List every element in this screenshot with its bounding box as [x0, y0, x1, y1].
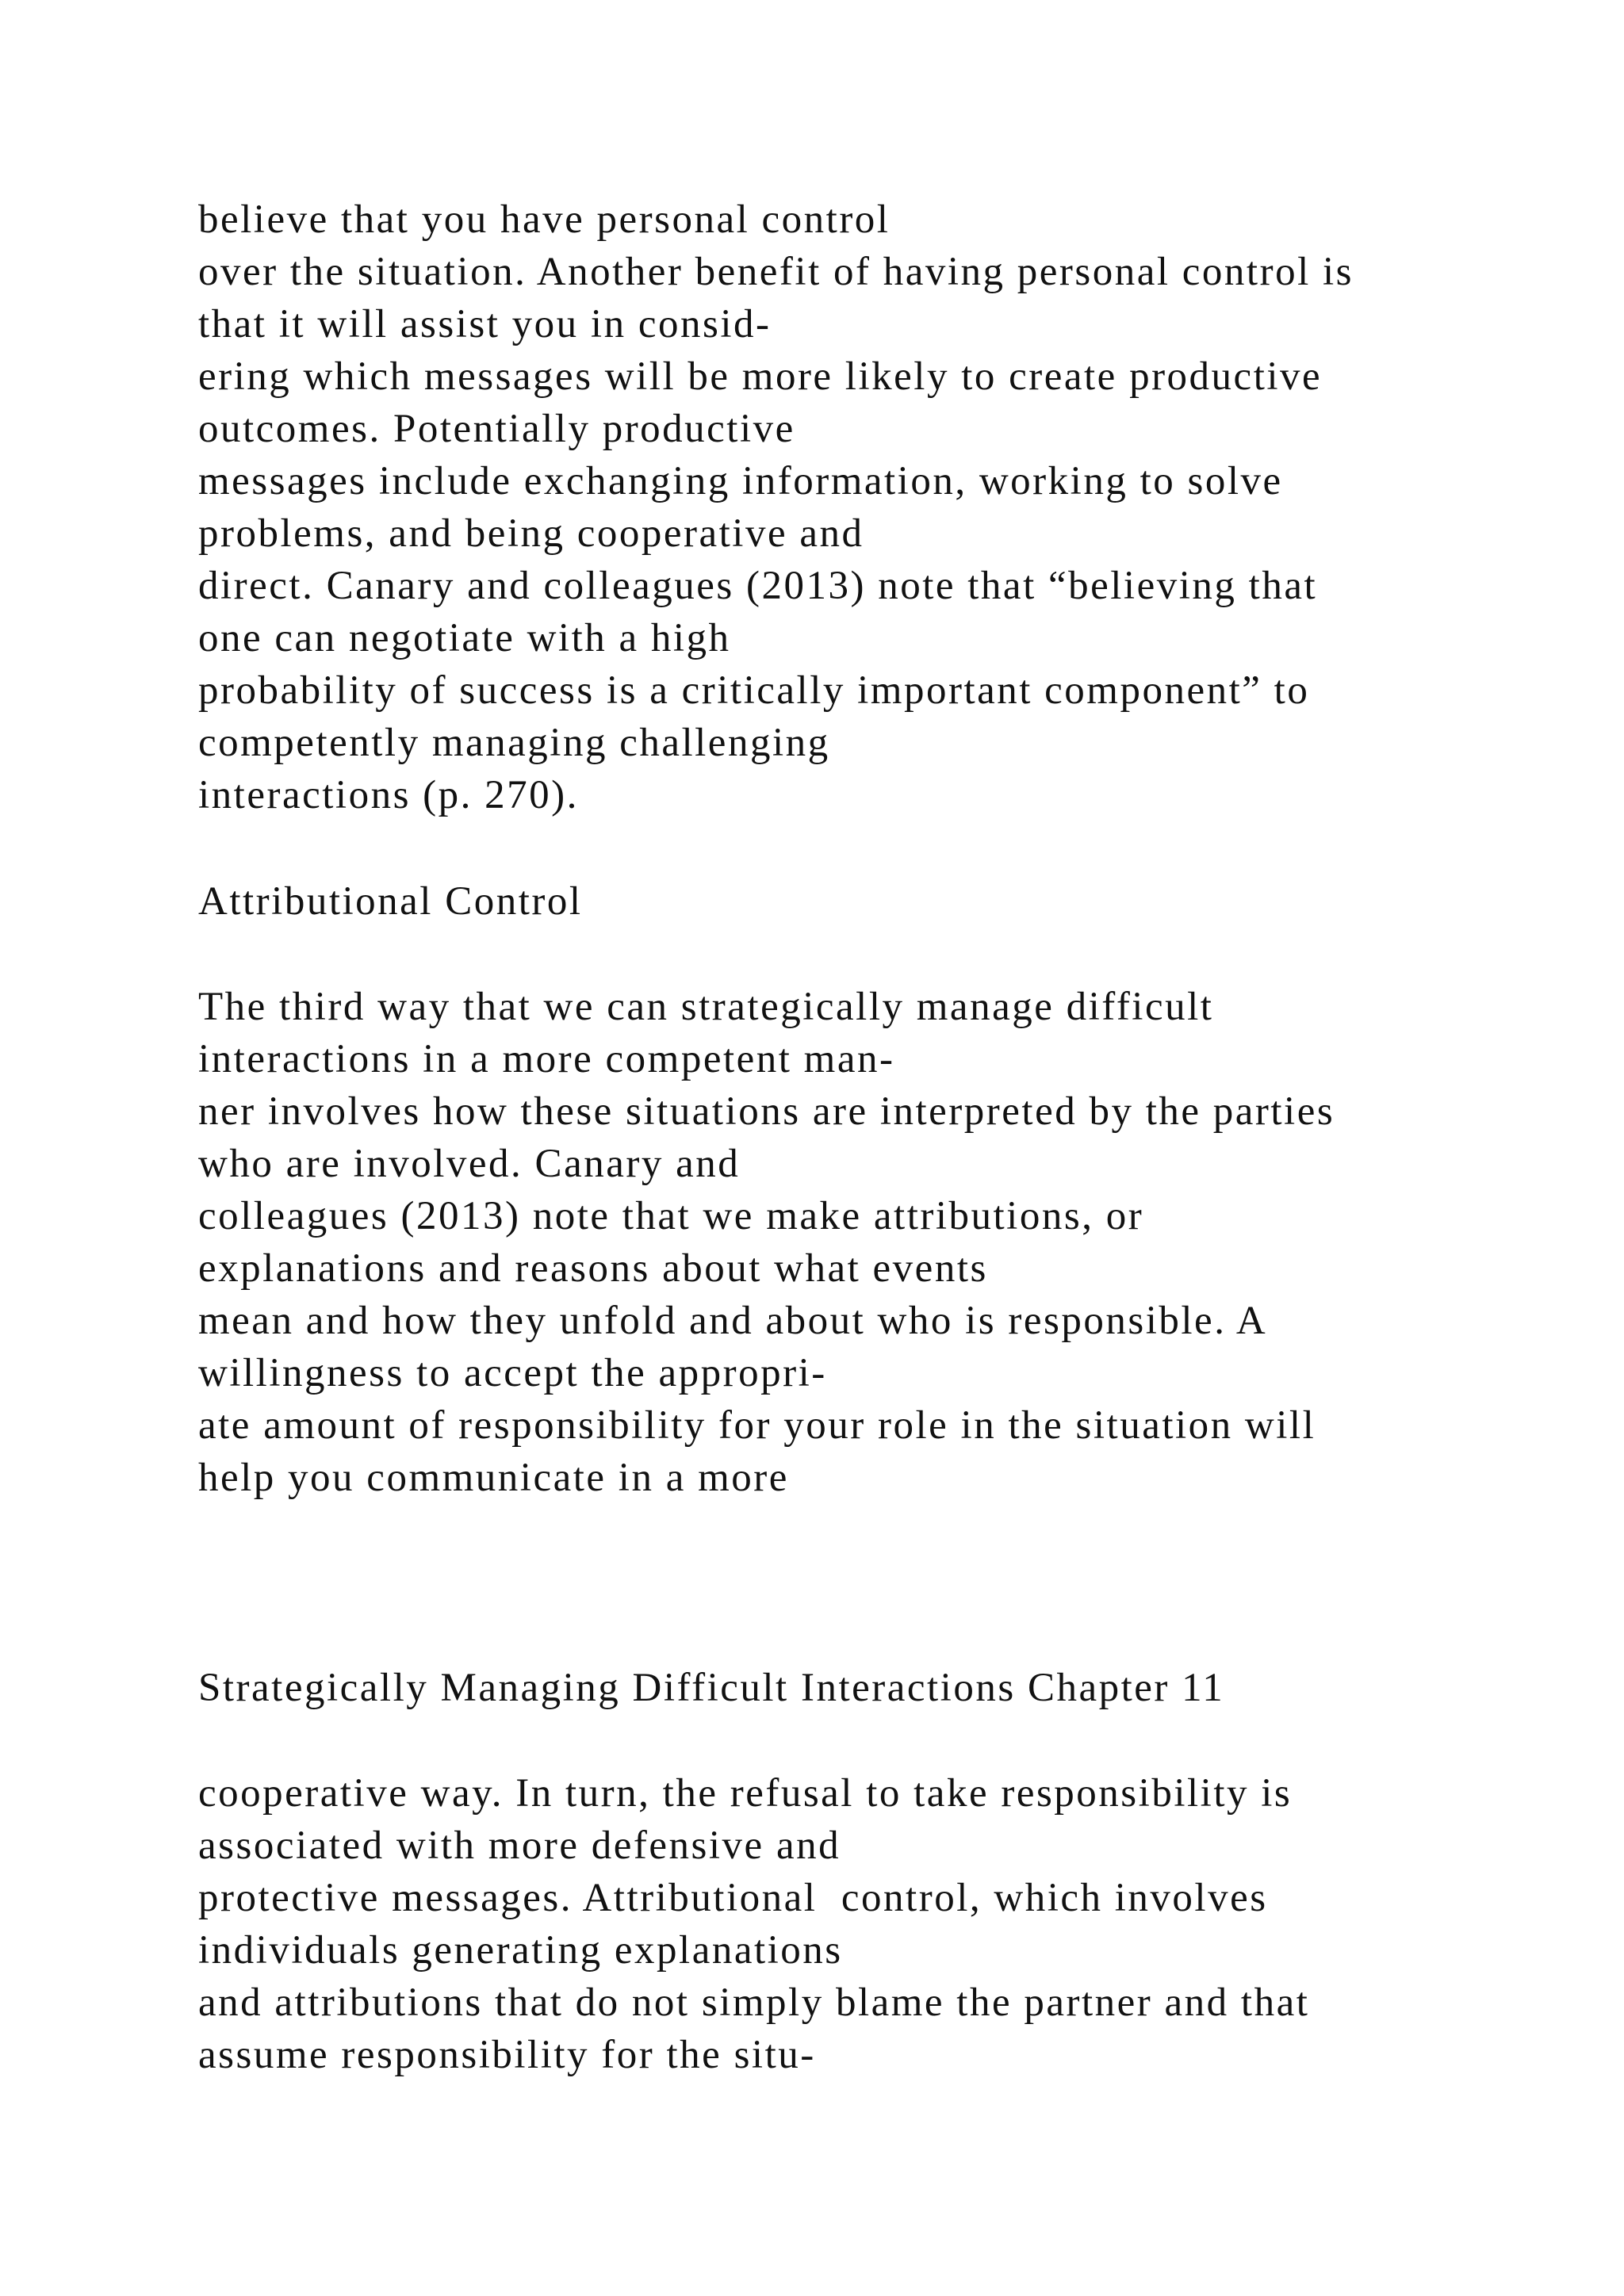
- text-line: associated with more defensive and: [198, 1823, 841, 1868]
- text-line: assume responsibility for the situ-: [198, 2033, 816, 2077]
- text-line: interactions in a more competent man-: [198, 1037, 895, 1081]
- text-line: ner involves how these situations are interpreted by the parties: [198, 1089, 1335, 1134]
- paragraph-cooperative-way: [198, 1767, 1546, 2081]
- text-line: mean and how they unfold and about who is responsible. A: [198, 1299, 1268, 1343]
- text-line: who are involved. Canary and: [198, 1142, 741, 1186]
- running-header: [198, 1662, 1546, 1714]
- text-line: The third way that we can strategically manage difficult: [198, 985, 1214, 1029]
- text-line: direct. Canary and colleagues (2013) note that “believing that: [198, 564, 1318, 608]
- text-line: competently managing challenging: [198, 721, 830, 765]
- text-line: protective messages. Attributional control, which involves: [198, 1876, 1268, 1920]
- text-line: one can negotiate with a high: [198, 616, 731, 660]
- running-header-text: Strategically Managing Difficult Interactions Chapter 11: [198, 1666, 1225, 1710]
- text-line: and attributions that do not simply blame the partner and that: [198, 1980, 1310, 2025]
- text-line: over the situation. Another benefit of having personal control is: [198, 250, 1354, 294]
- text-line: outcomes. Potentially productive: [198, 407, 795, 451]
- text-line: ate amount of responsibility for your role in the situation will: [198, 1403, 1316, 1448]
- text-line: colleagues (2013) note that we make attributions, or: [198, 1194, 1144, 1238]
- text-line: ering which messages will be more likely to create productive: [198, 354, 1323, 399]
- text-line: help you communicate in a more: [198, 1456, 789, 1500]
- section-heading: [198, 875, 1546, 928]
- text-line: that it will assist you in consid-: [198, 302, 772, 346]
- paragraph-personal-control: [198, 193, 1546, 821]
- text-line: cooperative way. In turn, the refusal to take responsibility is: [198, 1771, 1293, 1816]
- text-line: problems, and being cooperative and: [198, 511, 864, 556]
- text-line: probability of success is a critically important component” to: [198, 668, 1310, 713]
- text-line: believe that you have personal control: [198, 197, 891, 242]
- paragraph-attributional-control: [198, 981, 1546, 1504]
- text-line: individuals generating explanations: [198, 1928, 843, 1973]
- text-line: messages include exchanging information, working to solve: [198, 459, 1283, 503]
- section-heading-text: Attributional Control: [198, 879, 583, 924]
- text-line: interactions (p. 270).: [198, 773, 579, 817]
- text-line: explanations and reasons about what events: [198, 1246, 988, 1291]
- text-line: willingness to accept the appropri-: [198, 1351, 827, 1395]
